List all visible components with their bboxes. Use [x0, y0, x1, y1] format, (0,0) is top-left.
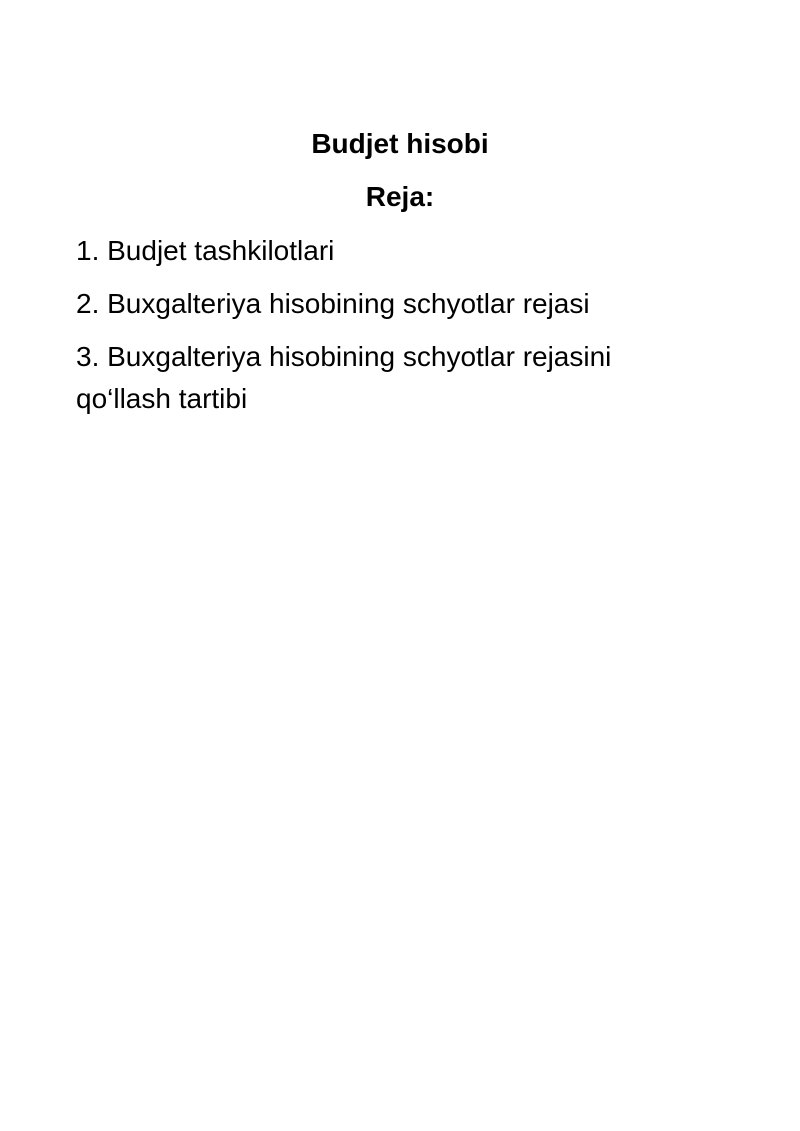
plan-item-1: 1. Budjet tashkilotlari	[76, 235, 335, 266]
plan-list	[76, 230, 676, 431]
plan-item-3: 3. Buxgalteriya hisobining schyotlar rejasini qo‘llash tartibi	[76, 341, 612, 414]
plan-item-2: 2. Buxgalteriya hisobining schyotlar rejasi	[76, 288, 590, 319]
document-title: Budjet hisobi	[311, 128, 489, 159]
plan-heading: Reja:	[365, 181, 435, 212]
